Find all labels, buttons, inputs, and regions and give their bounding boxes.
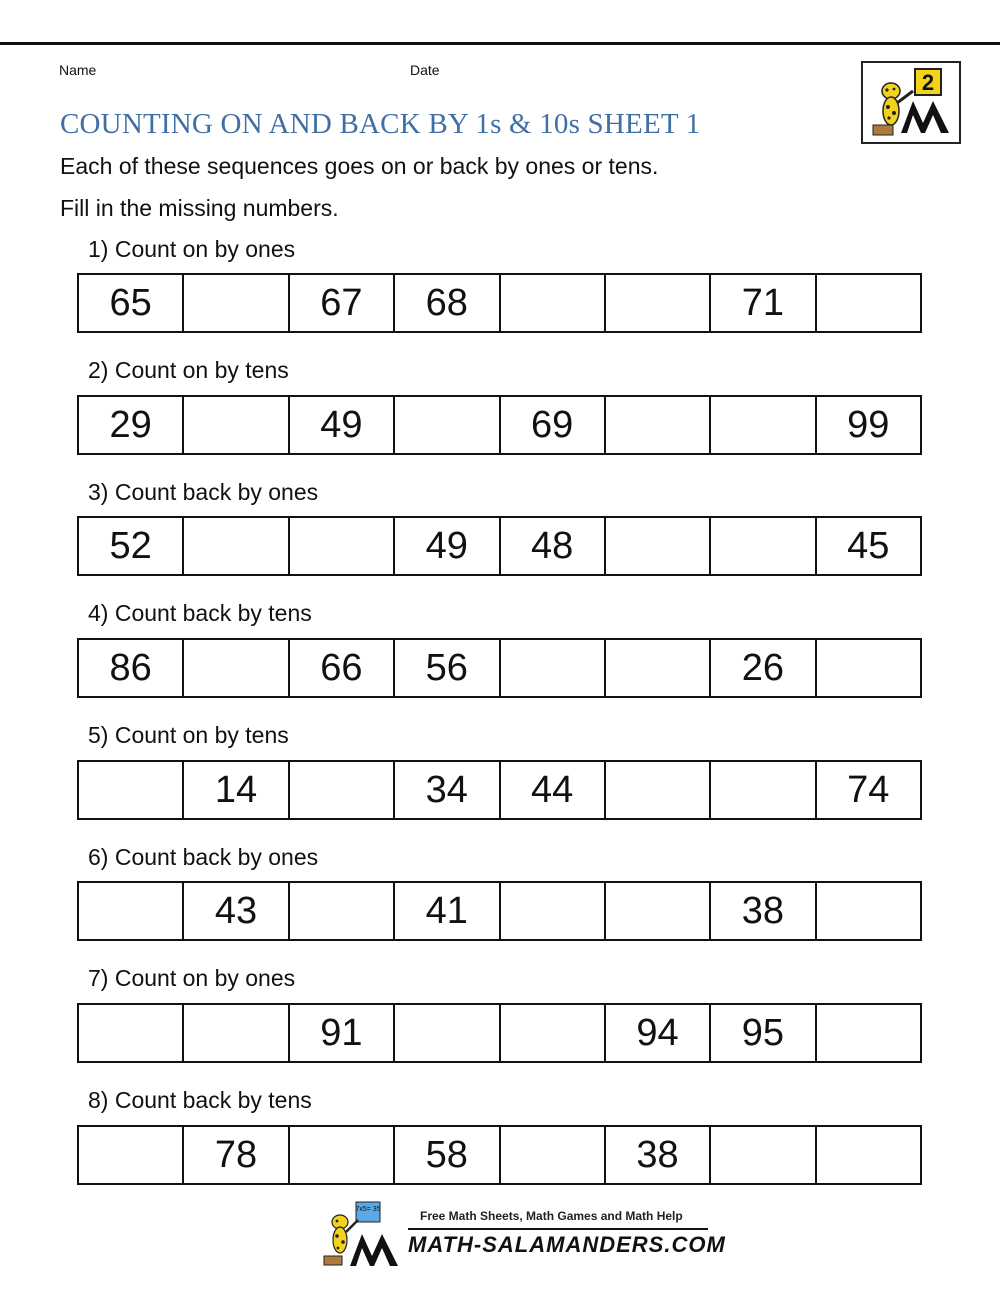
sequence-cell[interactable] <box>290 1127 395 1183</box>
sequence-cell[interactable] <box>184 397 289 453</box>
footer-brand[interactable] <box>320 1200 726 1270</box>
instruction-line-1: Each of these sequences goes on or back by ones or tens. <box>60 153 659 179</box>
salamander-logo-icon <box>863 63 959 142</box>
grade-logo <box>861 61 961 144</box>
sequence-cell[interactable]: 71 <box>711 275 816 331</box>
sequence-cell[interactable]: 68 <box>395 275 500 331</box>
sequence-cell[interactable] <box>711 762 816 818</box>
instruction-line-2: Fill in the missing numbers. <box>60 195 339 221</box>
sequence-cell[interactable]: 41 <box>395 883 500 939</box>
sequence-cell[interactable]: 43 <box>184 883 289 939</box>
sequence-row-6 <box>77 881 922 941</box>
sequence-cell[interactable] <box>501 1127 606 1183</box>
sequence-cell[interactable] <box>79 883 184 939</box>
sequence-cell[interactable]: 66 <box>290 640 395 696</box>
sequence-cell[interactable] <box>817 640 920 696</box>
sequence-cell[interactable]: 99 <box>847 403 890 446</box>
sequence-cell[interactable]: 38 <box>606 1127 711 1183</box>
sequence-cell[interactable] <box>290 883 395 939</box>
sequence-cell[interactable] <box>501 640 606 696</box>
sequence-cell[interactable]: 29 <box>79 397 184 453</box>
sequence-cell[interactable] <box>290 518 395 574</box>
sequence-cell[interactable] <box>606 883 711 939</box>
sequence-cell[interactable] <box>606 518 711 574</box>
sequence-row-3 <box>77 516 922 576</box>
sequence-cell[interactable] <box>606 762 711 818</box>
sequence-row-4 <box>77 638 922 698</box>
sequence-cell[interactable]: 91 <box>290 1005 395 1061</box>
sequence-cell[interactable]: 94 <box>606 1005 711 1061</box>
name-label: Name <box>59 62 97 78</box>
sheet-title: COUNTING ON AND BACK BY 1s & 10s SHEET 1 <box>60 108 701 140</box>
sequence-cell[interactable]: 86 <box>79 640 184 696</box>
sequence-cell[interactable] <box>817 1127 920 1183</box>
sequence-cell[interactable] <box>501 1005 606 1061</box>
sequence-cell[interactable]: 26 <box>711 640 816 696</box>
sequence-cell[interactable]: 65 <box>79 275 184 331</box>
sequence-cell[interactable] <box>817 1005 920 1061</box>
problem-label-2: 2) Count on by tens <box>88 357 289 383</box>
sequence-cell[interactable] <box>395 397 500 453</box>
sequence-cell[interactable]: 44 <box>501 762 606 818</box>
sequence-row-2 <box>77 395 922 455</box>
sequence-cell[interactable]: 67 <box>290 275 395 331</box>
sequence-cell[interactable]: 74 <box>847 768 890 811</box>
sequence-cell[interactable]: 34 <box>395 762 500 818</box>
sequence-cell[interactable] <box>395 1005 500 1061</box>
problem-label-8: 8) Count back by tens <box>88 1087 312 1113</box>
problem-label-3: 3) Count back by ones <box>88 479 319 505</box>
problem-label-4: 4) Count back by tens <box>88 600 312 626</box>
sequence-cell[interactable]: 52 <box>79 518 184 574</box>
sequence-cell[interactable]: 38 <box>711 883 816 939</box>
problem-label-7: 7) Count on by ones <box>88 965 296 991</box>
sequence-cell[interactable]: 49 <box>290 397 395 453</box>
sequence-row-8 <box>77 1125 922 1185</box>
footer-tagline: Free Math Sheets, Math Games and Math Help <box>420 1209 683 1223</box>
sequence-cell[interactable] <box>79 1005 184 1061</box>
sequence-cell[interactable] <box>711 518 816 574</box>
sequence-cell[interactable]: 56 <box>395 640 500 696</box>
sequence-cell[interactable]: 95 <box>711 1005 816 1061</box>
problem-label-1: 1) Count on by ones <box>88 236 296 262</box>
sequence-cell[interactable] <box>290 762 395 818</box>
sequence-cell[interactable]: 49 <box>395 518 500 574</box>
problem-label-6: 6) Count back by ones <box>88 844 319 870</box>
sequence-cell[interactable] <box>501 275 606 331</box>
footer-site-link[interactable]: MATH-SALAMANDERS.COM <box>408 1232 726 1257</box>
sequence-cell[interactable] <box>606 275 711 331</box>
sequence-cell[interactable] <box>184 518 289 574</box>
sequence-cell[interactable]: 78 <box>184 1127 289 1183</box>
date-label: Date <box>410 62 440 78</box>
sequence-cell[interactable] <box>79 1127 184 1183</box>
sequence-cell[interactable] <box>606 397 711 453</box>
sequence-cell[interactable]: 45 <box>847 524 890 567</box>
sequence-cell[interactable] <box>79 762 184 818</box>
sequence-cell[interactable]: 14 <box>184 762 289 818</box>
footer-divider <box>408 1228 708 1231</box>
sequence-cell[interactable]: 58 <box>395 1127 500 1183</box>
sequence-cell[interactable] <box>711 1127 816 1183</box>
sequence-row-5 <box>77 760 922 820</box>
sequence-cell[interactable] <box>501 883 606 939</box>
sequence-row-1 <box>77 273 922 333</box>
grade-number: 2 <box>921 70 935 95</box>
sequence-cell[interactable] <box>606 640 711 696</box>
sequence-cell[interactable] <box>184 275 289 331</box>
salamander-footer-icon <box>320 1200 410 1270</box>
sequence-cell[interactable] <box>184 640 289 696</box>
problem-label-5: 5) Count on by tens <box>88 722 289 748</box>
sequence-row-7 <box>77 1003 922 1063</box>
top-rule <box>0 42 1000 45</box>
sequence-cell[interactable] <box>184 1005 289 1061</box>
sequence-cell[interactable] <box>711 397 816 453</box>
sequence-cell[interactable]: 69 <box>501 397 606 453</box>
sequence-cell[interactable] <box>817 883 920 939</box>
sequence-cell[interactable]: 48 <box>501 518 606 574</box>
footer-badge-text: 7x5= 35 <box>355 1206 381 1213</box>
sequence-cell[interactable] <box>817 275 920 331</box>
